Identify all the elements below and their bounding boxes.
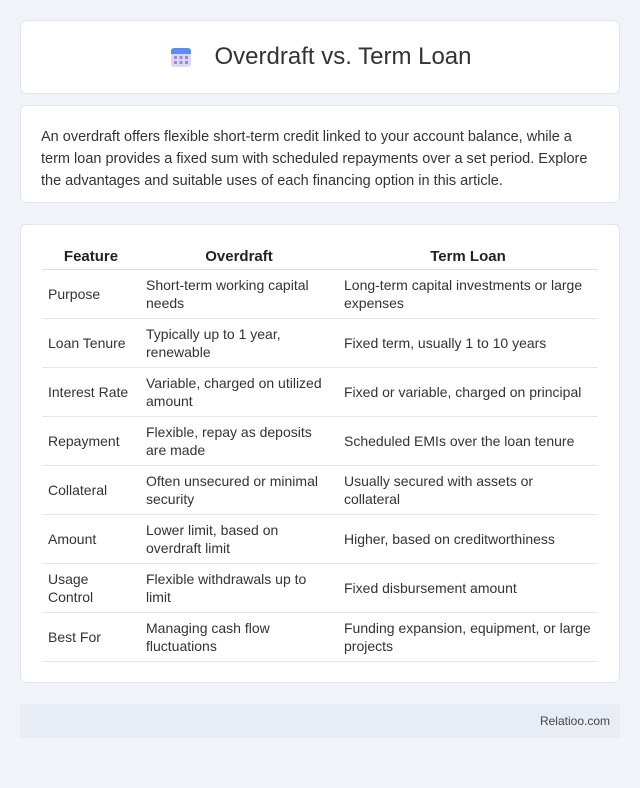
intro-card — [20, 105, 620, 203]
title-card — [20, 20, 620, 94]
comparison-table-card — [20, 224, 620, 683]
feature-cell: Best For — [42, 613, 140, 662]
intro-text: An overdraft offers flexible short-term credit linked to your account balance, while a term loan provides a fixed sum with scheduled repayments over a set period. Explore the advantages and suitable uses of each financing option in this article. — [41, 129, 588, 189]
table-row — [42, 515, 598, 564]
footer-brand: Relatioo.com — [539, 714, 610, 728]
table-row — [42, 417, 598, 466]
header-feature: Feature — [42, 243, 140, 270]
term-loan-cell: Higher, based on creditworthiness — [338, 515, 598, 564]
table-row — [42, 466, 598, 515]
feature-cell: Interest Rate — [42, 368, 140, 417]
feature-cell: Amount — [42, 515, 140, 564]
overdraft-cell: Flexible, repay as deposits are made — [140, 417, 338, 466]
overdraft-cell: Managing cash flow fluctuations — [140, 613, 338, 662]
term-loan-cell: Usually secured with assets or collateral — [338, 466, 598, 515]
feature-cell: Loan Tenure — [42, 319, 140, 368]
term-loan-cell: Scheduled EMIs over the loan tenure — [338, 417, 598, 466]
table-row — [42, 368, 598, 417]
term-loan-cell: Fixed disbursement amount — [338, 564, 598, 613]
feature-cell: Collateral — [42, 466, 140, 515]
overdraft-cell: Flexible withdrawals up to limit — [140, 564, 338, 613]
calendar-icon — [169, 45, 193, 69]
table-row — [42, 613, 598, 662]
overdraft-cell: Typically up to 1 year, renewable — [140, 319, 338, 368]
feature-cell: Repayment — [42, 417, 140, 466]
overdraft-cell: Often unsecured or minimal security — [140, 466, 338, 515]
term-loan-cell: Long-term capital investments or large expenses — [338, 270, 598, 319]
term-loan-cell: Fixed or variable, charged on principal — [338, 368, 598, 417]
overdraft-cell: Short-term working capital needs — [140, 270, 338, 319]
header-term-loan: Term Loan — [338, 243, 598, 270]
footer — [20, 704, 620, 738]
term-loan-cell: Funding expansion, equipment, or large projects — [338, 613, 598, 662]
table-header-row — [42, 243, 598, 270]
overdraft-cell: Variable, charged on utilized amount — [140, 368, 338, 417]
feature-cell: Purpose — [42, 270, 140, 319]
feature-cell: Usage Control — [42, 564, 140, 613]
table-row — [42, 564, 598, 613]
overdraft-cell: Lower limit, based on overdraft limit — [140, 515, 338, 564]
page-title: Overdraft vs. Term Loan — [214, 43, 472, 70]
header-overdraft: Overdraft — [140, 243, 338, 270]
table-row — [42, 270, 598, 319]
comparison-table — [42, 243, 598, 662]
term-loan-cell: Fixed term, usually 1 to 10 years — [338, 319, 598, 368]
table-row — [42, 319, 598, 368]
